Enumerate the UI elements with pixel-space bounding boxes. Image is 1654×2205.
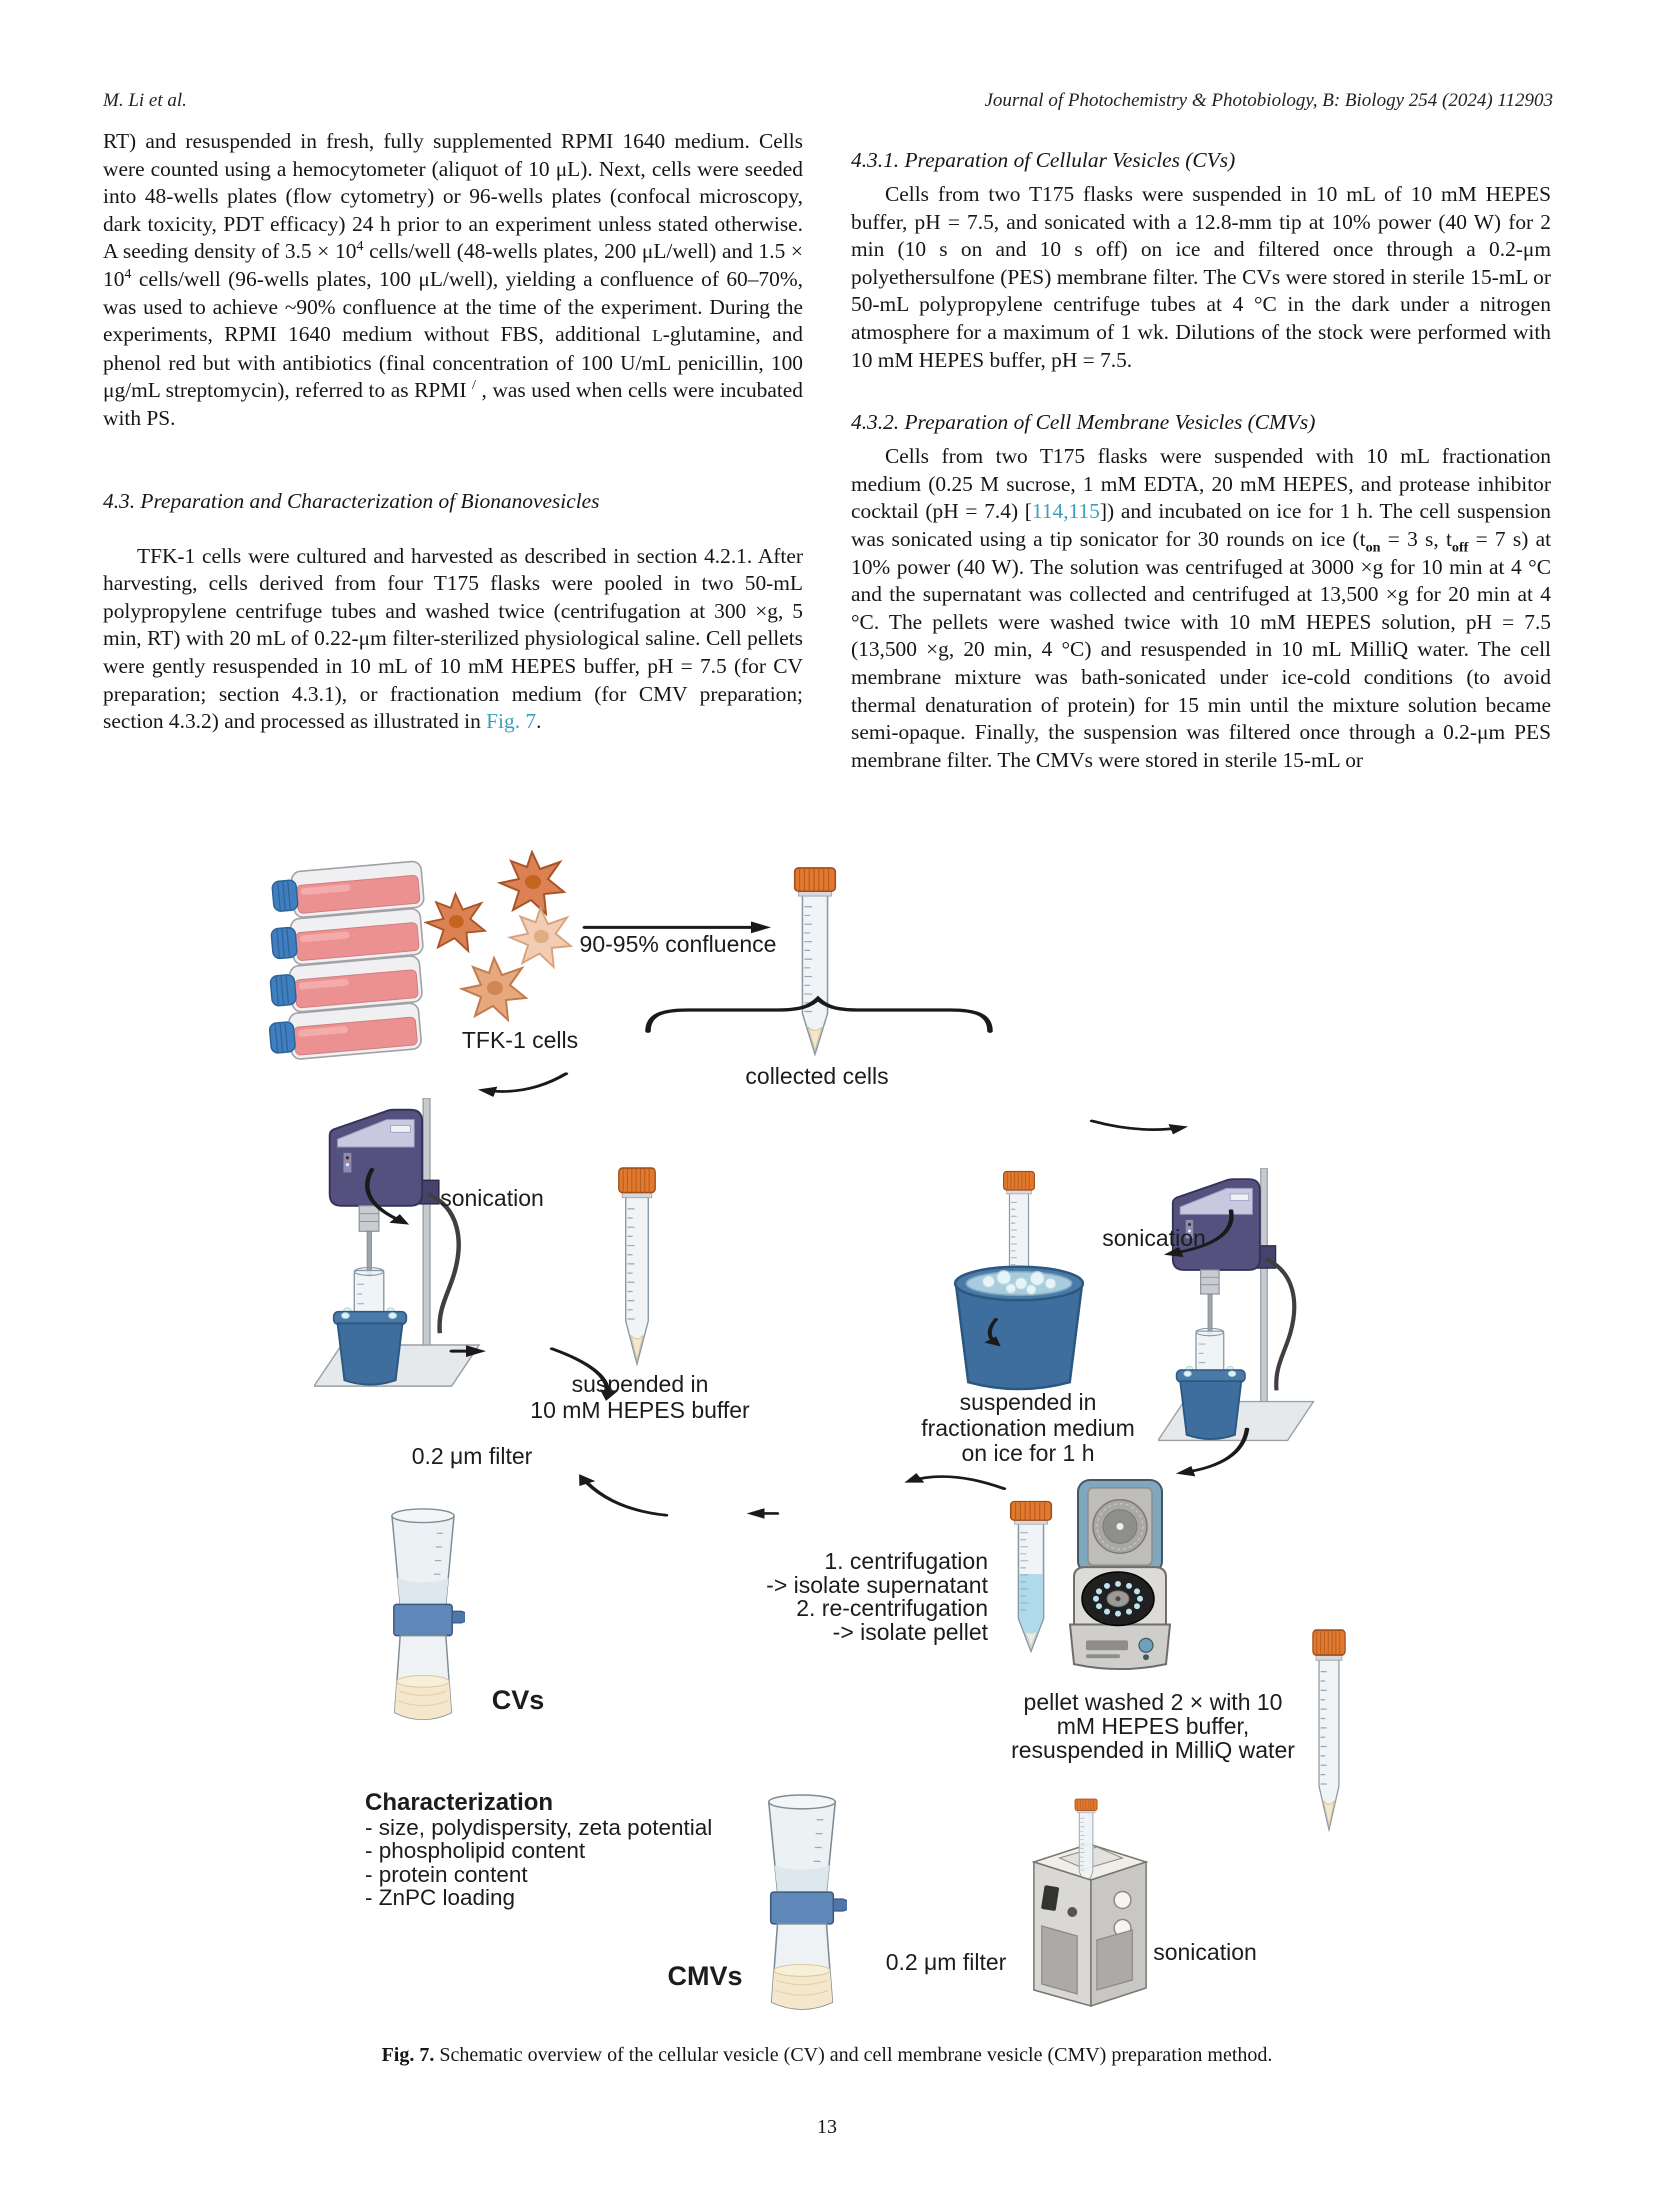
label-line: resuspended in MilliQ water xyxy=(1011,1737,1295,1763)
milliq-tube-illustration xyxy=(1306,1628,1352,1836)
characterization-item: - size, polydispersity, zeta potential xyxy=(365,1814,713,1840)
collected-cells-tube-illustration xyxy=(786,866,844,1060)
label-line: fractionation medium xyxy=(921,1414,1135,1441)
step-line: -> isolate pellet xyxy=(832,1618,988,1645)
section-heading-4-3-1: 4.3.1. Preparation of Cellular Vesicles (CVs) xyxy=(851,148,1236,172)
characterization-title: Characterization xyxy=(365,1789,554,1816)
label-line: mM HEPES buffer, xyxy=(1056,1713,1250,1739)
centrifugation-steps-block xyxy=(766,1550,988,1644)
label-collected-cells: collected cells xyxy=(745,1063,889,1089)
centrifuge-illustration xyxy=(1064,1478,1174,1676)
label-line: pellet washed 2 × with 10 xyxy=(1023,1689,1283,1715)
right-column xyxy=(851,128,1551,774)
tip-sonicator-right-illustration xyxy=(1158,1168,1320,1446)
label-suspended-fractionation xyxy=(921,1390,1135,1467)
tip-sonicator-left-illustration xyxy=(314,1098,486,1392)
label-cmvs: CMVs xyxy=(667,1961,743,1991)
label-line: suspended in xyxy=(571,1371,709,1397)
hepes-tube-illustration xyxy=(611,1166,663,1370)
characterization-block xyxy=(365,1790,712,1910)
label-filter-left: 0.2 μm filter xyxy=(411,1443,533,1469)
vacuum-filter-cmv-illustration xyxy=(757,1792,847,2022)
left-column xyxy=(103,128,803,736)
pellet-washed-block xyxy=(1011,1690,1295,1762)
label-line: suspended in xyxy=(959,1389,1097,1415)
label-cvs: CVs xyxy=(491,1685,545,1715)
label-sonication-bottom: sonication xyxy=(1153,1939,1257,1965)
step-line: 2. re-centrifugation xyxy=(796,1595,988,1621)
section-heading-4-3: 4.3. Preparation and Characterization of Bionanovesicles xyxy=(103,488,600,513)
label-sonication-left: sonication xyxy=(440,1185,544,1211)
label-confluence: 90-95% confluence xyxy=(579,931,777,957)
label-line: 10 mM HEPES buffer xyxy=(530,1396,750,1423)
characterization-item: - protein content xyxy=(365,1861,528,1887)
label-line: on ice for 1 h xyxy=(961,1440,1095,1466)
characterization-item: - ZnPC loading xyxy=(365,1885,516,1910)
supernatant-tube-illustration xyxy=(1002,1500,1060,1656)
vacuum-filter-cv-illustration xyxy=(381,1506,465,1732)
bath-sonicator-illustration xyxy=(1026,1798,1154,2010)
ice-bucket-illustration xyxy=(948,1246,1090,1394)
figure-caption-label: Fig. 7. xyxy=(381,2044,435,2066)
figure-caption-text: Schematic overview of the cellular vesicle (CV) and cell membrane vesicle (CMV) preparation method. xyxy=(434,2044,1273,2066)
page-number: 13 xyxy=(817,2116,837,2138)
header-authors: M. Li et al. xyxy=(103,90,187,111)
header-journal: Journal of Photochemistry & Photobiology, B: Biology 254 (2024) 112903 xyxy=(984,90,1553,111)
step-line: -> isolate supernatant xyxy=(766,1571,988,1598)
label-sonication-right: sonication xyxy=(1102,1225,1206,1251)
culture-flask-stack-illustration xyxy=(250,856,434,1068)
step-line: 1. centrifugation xyxy=(824,1548,988,1574)
characterization-item: - phospholipid content xyxy=(365,1838,586,1863)
paragraph-cv-preparation: Cells from two T175 flasks were suspended in 10 mL of 10 mM HEPES buffer, pH = 7.5, and sonicated with a 12.8-mm tip at 10% power (40 W) for 2 min (10 s on and 10 s off) on ice and filtered once through a 0.2-μm polyethersulfone (PES) membrane filter. The CVs were stored in sterile 15-mL or 50-mL polypropylene centrifuge tubes at 4 °C in the dark under a nitrogen atmosphere for a maximum of 1 wk. Dilutions of the stock were performed with 10 mM HEPES buffer, pH = 7.5. xyxy=(851,182,1551,372)
label-suspended-hepes xyxy=(530,1372,749,1423)
label-tfk1-cells: TFK-1 cells xyxy=(461,1027,579,1053)
paragraph-culture: RT) and resuspended in fresh, fully supplemented RPMI 1640 medium. Cells were counted using a hemocytometer (aliquot of 10 μL). Next, cells were seeded into 48-wells plates (flow cytometry) or 96-wells plates (confocal microscopy, dark toxicity, PDT efficacy) 24 h prior to an experiment unless stated otherwise. A seeding density of $3.5 \times 10^4$ cells/well (48-wells plates, 200 μL/well) and $1.5 \times 10^4$ cells/well (96-wells plates, 100 μL/well), yielding a confluence of 60–70%, was used to achieve ~90% confluence at the time of the experiment. During the experiments, RPMI 1640 medium without FBS, additional L-glutamine, and phenol red but with antibiotics (final concentration of 100 U/mL penicillin, 100 μg/mL streptomycin), referred to as RPMI / , was used when cells were incubated with PS. xyxy=(103,129,804,430)
section-heading-4-3-2: 4.3.2. Preparation of Cell Membrane Vesicles (CMVs) xyxy=(851,410,1316,435)
paragraph-cmv-preparation: Cells from two T175 flasks were suspended with 10 mL fractionation medium (0.25 M sucrose, 1 mM EDTA, 20 mM HEPES, and protease inhibitor cocktail (pH = 7.4) [114,115]) and incubated on ice for 1 h. The cell suspension was sonicated using a tip sonicator for 30 rounds on ice ($t_{on} = 3$ s, $t_{off} = 7$ s) at 10% power (40 W). The solution was centrifuged at 3000 ×g for 10 min at 4 °C and the supernatant was collected and centrifuged at 13,500 ×g for 20 min at 4 °C. The pellets were washed twice with 10 mM HEPES solution, pH = 7.5 (13,500 ×g, 20 min, 4 °C) and resuspended in 10 mL MilliQ water. The cell membrane mixture was bath-sonicated under ice-cold conditions (to avoid thermal denaturation of protein) for 15 min until the mixture solution became semi-opaque. Finally, the suspension was filtered once through a 0.2-μm PES membrane filter. The CMVs were stored in sterile 15-mL or xyxy=(851,444,1552,772)
citation-link[interactable]: 114,115 xyxy=(1031,499,1100,524)
paragraph-harvest: TFK-1 cells were cultured and harvested as described in section 4.2.1. After harvesting, cells derived from four T175 flasks were pooled in two 50-mL polypropylene centrifuge tubes and washed twice (centrifugation at 300 ×g, 5 min, RT) with 20 mL of 0.22-μm filter-sterilized physiological saline. Cell pellets were gently resuspended in 10 mL of 10 mM HEPES buffer, pH = 7.5 (for CV preparation; section 4.3.1), or fractionation medium (for CMV preparation; section 4.3.2) and processed as illustrated in Fig. 7. xyxy=(103,543,803,734)
figure-caption xyxy=(0,2044,1654,2067)
label-filter-bottom: 0.2 μm filter xyxy=(885,1949,1007,1975)
tfk1-cells-illustration xyxy=(424,850,576,1036)
citation-link[interactable]: Fig. 7 xyxy=(486,709,537,734)
